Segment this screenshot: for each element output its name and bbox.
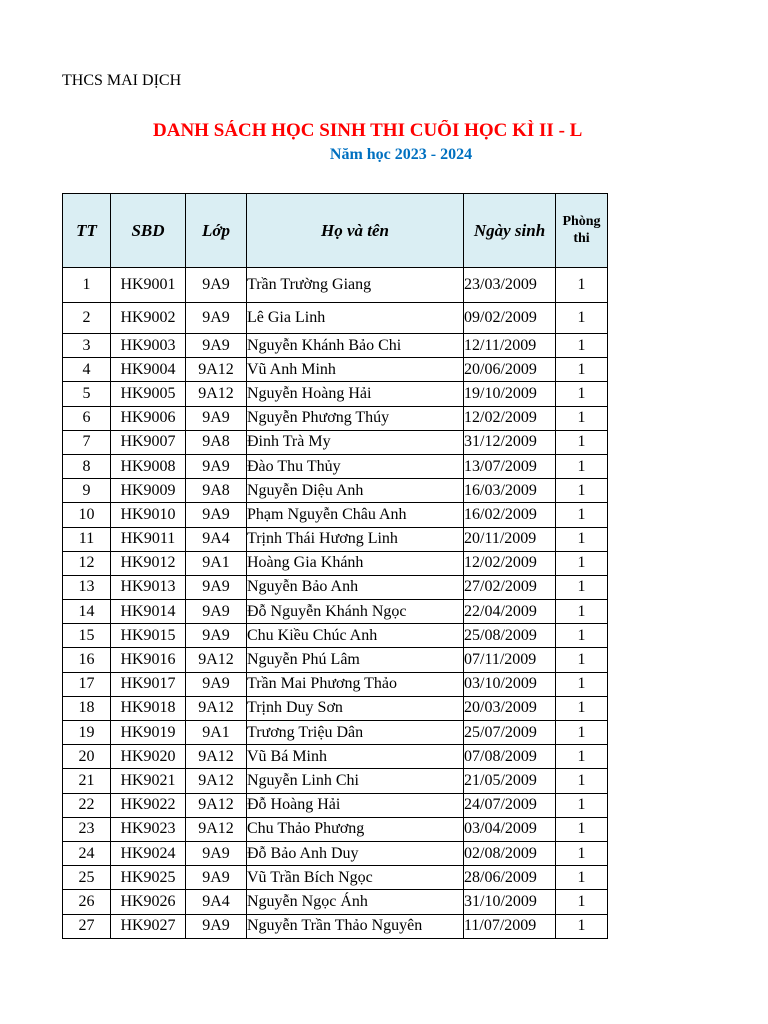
exam-room-cell: 1 (556, 696, 608, 720)
exam-id-cell: HK9021 (111, 769, 186, 793)
column-header-class: Lớp (186, 194, 247, 268)
student-name-cell: Chu Kiều Chúc Anh (247, 624, 464, 648)
row-number-cell: 22 (63, 793, 111, 817)
date-of-birth-cell: 11/07/2009 (464, 914, 556, 938)
date-of-birth-cell: 03/10/2009 (464, 672, 556, 696)
class-cell: 9A9 (186, 624, 247, 648)
row-number-cell: 9 (63, 479, 111, 503)
student-name-cell: Nguyễn Diệu Anh (247, 479, 464, 503)
student-name-cell: Vũ Trần Bích Ngọc (247, 866, 464, 890)
date-of-birth-cell: 03/04/2009 (464, 817, 556, 841)
exam-id-cell: HK9027 (111, 914, 186, 938)
student-name-cell: Nguyễn Ngọc Ánh (247, 890, 464, 914)
row-number-cell: 13 (63, 575, 111, 599)
exam-id-cell: HK9006 (111, 406, 186, 430)
student-name-cell: Hoàng Gia Khánh (247, 551, 464, 575)
table-row (63, 672, 608, 696)
exam-room-cell: 1 (556, 454, 608, 478)
student-name-cell: Đinh Trà My (247, 430, 464, 454)
row-number-cell: 18 (63, 696, 111, 720)
date-of-birth-cell: 20/11/2009 (464, 527, 556, 551)
student-name-cell: Nguyễn Khánh Bảo Chi (247, 334, 464, 358)
table-row (63, 527, 608, 551)
table-row (63, 914, 608, 938)
student-name-cell: Trương Triệu Dân (247, 721, 464, 745)
table-row (63, 575, 608, 599)
exam-id-cell: HK9020 (111, 745, 186, 769)
student-name-cell: Trịnh Thái Hương Linh (247, 527, 464, 551)
class-cell: 9A9 (186, 268, 247, 303)
class-cell: 9A12 (186, 358, 247, 382)
row-number-cell: 17 (63, 672, 111, 696)
table-row (63, 358, 608, 382)
student-name-cell: Nguyễn Hoàng Hải (247, 382, 464, 406)
row-number-cell: 4 (63, 358, 111, 382)
row-number-cell: 2 (63, 303, 111, 334)
class-cell: 9A9 (186, 672, 247, 696)
row-number-cell: 23 (63, 817, 111, 841)
exam-id-cell: HK9005 (111, 382, 186, 406)
student-name-cell: Trần Mai Phương Thảo (247, 672, 464, 696)
class-cell: 9A4 (186, 890, 247, 914)
date-of-birth-cell: 22/04/2009 (464, 600, 556, 624)
exam-room-cell: 1 (556, 890, 608, 914)
table-row (63, 551, 608, 575)
date-of-birth-cell: 07/11/2009 (464, 648, 556, 672)
date-of-birth-cell: 28/06/2009 (464, 866, 556, 890)
row-number-cell: 15 (63, 624, 111, 648)
table-row (63, 721, 608, 745)
student-name-cell: Vũ Bá Minh (247, 745, 464, 769)
class-cell: 9A9 (186, 575, 247, 599)
row-number-cell: 26 (63, 890, 111, 914)
exam-room-cell: 1 (556, 575, 608, 599)
class-cell: 9A9 (186, 914, 247, 938)
class-cell: 9A8 (186, 430, 247, 454)
row-number-cell: 24 (63, 841, 111, 865)
date-of-birth-cell: 13/07/2009 (464, 454, 556, 478)
exam-room-cell: 1 (556, 430, 608, 454)
student-name-cell: Trịnh Duy Sơn (247, 696, 464, 720)
row-number-cell: 27 (63, 914, 111, 938)
exam-id-cell: HK9010 (111, 503, 186, 527)
class-cell: 9A12 (186, 696, 247, 720)
date-of-birth-cell: 16/02/2009 (464, 503, 556, 527)
student-name-cell: Lê Gia Linh (247, 303, 464, 334)
table-row (63, 430, 608, 454)
table-row (63, 303, 608, 334)
exam-id-cell: HK9026 (111, 890, 186, 914)
row-number-cell: 14 (63, 600, 111, 624)
date-of-birth-cell: 07/08/2009 (464, 745, 556, 769)
exam-id-cell: HK9022 (111, 793, 186, 817)
exam-id-cell: HK9017 (111, 672, 186, 696)
date-of-birth-cell: 31/10/2009 (464, 890, 556, 914)
exam-room-cell: 1 (556, 745, 608, 769)
date-of-birth-cell: 12/11/2009 (464, 334, 556, 358)
table-row (63, 382, 608, 406)
table-row (63, 268, 608, 303)
exam-room-cell: 1 (556, 382, 608, 406)
exam-room-cell: 1 (556, 503, 608, 527)
exam-id-cell: HK9015 (111, 624, 186, 648)
date-of-birth-cell: 23/03/2009 (464, 268, 556, 303)
exam-room-cell: 1 (556, 406, 608, 430)
table-row (63, 600, 608, 624)
exam-room-cell: 1 (556, 866, 608, 890)
row-number-cell: 10 (63, 503, 111, 527)
class-cell: 9A12 (186, 793, 247, 817)
exam-room-cell: 1 (556, 527, 608, 551)
exam-id-cell: HK9003 (111, 334, 186, 358)
class-cell: 9A9 (186, 334, 247, 358)
class-cell: 9A8 (186, 479, 247, 503)
table-header-row (63, 194, 608, 268)
table-row (63, 890, 608, 914)
date-of-birth-cell: 09/02/2009 (464, 303, 556, 334)
class-cell: 9A9 (186, 406, 247, 430)
exam-room-cell: 1 (556, 600, 608, 624)
class-cell: 9A9 (186, 866, 247, 890)
class-cell: 9A12 (186, 769, 247, 793)
exam-id-cell: HK9025 (111, 866, 186, 890)
exam-id-cell: HK9016 (111, 648, 186, 672)
table-row (63, 841, 608, 865)
row-number-cell: 16 (63, 648, 111, 672)
row-number-cell: 5 (63, 382, 111, 406)
exam-id-cell: HK9013 (111, 575, 186, 599)
school-year: Năm học 2023 - 2024 (329, 146, 473, 163)
exam-room-cell: 1 (556, 721, 608, 745)
table-row (63, 454, 608, 478)
table-row (63, 334, 608, 358)
date-of-birth-cell: 24/07/2009 (464, 793, 556, 817)
table-body (63, 268, 608, 939)
school-name: THCS MAI DỊCH (62, 72, 182, 89)
class-cell: 9A4 (186, 527, 247, 551)
exam-room-cell: 1 (556, 841, 608, 865)
date-of-birth-cell: 12/02/2009 (464, 406, 556, 430)
exam-room-cell: 1 (556, 648, 608, 672)
exam-room-cell: 1 (556, 303, 608, 334)
class-cell: 9A9 (186, 303, 247, 334)
row-number-cell: 6 (63, 406, 111, 430)
table-row (63, 406, 608, 430)
row-number-cell: 19 (63, 721, 111, 745)
class-cell: 9A12 (186, 648, 247, 672)
date-of-birth-cell: 16/03/2009 (464, 479, 556, 503)
date-of-birth-cell: 12/02/2009 (464, 551, 556, 575)
column-header-name: Họ và tên (247, 194, 464, 268)
exam-id-cell: HK9023 (111, 817, 186, 841)
row-number-cell: 8 (63, 454, 111, 478)
table-row (63, 624, 608, 648)
student-name-cell: Trần Trường Giang (247, 268, 464, 303)
exam-room-cell: 1 (556, 672, 608, 696)
student-name-cell: Đỗ Nguyễn Khánh Ngọc (247, 600, 464, 624)
row-number-cell: 3 (63, 334, 111, 358)
table-row (63, 793, 608, 817)
table-row (63, 769, 608, 793)
exam-room-cell: 1 (556, 479, 608, 503)
table-row (63, 817, 608, 841)
student-name-cell: Nguyễn Bảo Anh (247, 575, 464, 599)
date-of-birth-cell: 31/12/2009 (464, 430, 556, 454)
student-name-cell: Đỗ Bảo Anh Duy (247, 841, 464, 865)
table-row (63, 866, 608, 890)
exam-room-cell: 1 (556, 551, 608, 575)
class-cell: 9A9 (186, 454, 247, 478)
exam-room-cell: 1 (556, 793, 608, 817)
exam-room-cell: 1 (556, 624, 608, 648)
class-cell: 9A9 (186, 600, 247, 624)
exam-room-cell: 1 (556, 358, 608, 382)
column-header-dob: Ngày sinh (464, 194, 556, 268)
exam-id-cell: HK9004 (111, 358, 186, 382)
class-cell: 9A9 (186, 841, 247, 865)
date-of-birth-cell: 02/08/2009 (464, 841, 556, 865)
date-of-birth-cell: 25/08/2009 (464, 624, 556, 648)
exam-room-cell: 1 (556, 334, 608, 358)
exam-id-cell: HK9009 (111, 479, 186, 503)
date-of-birth-cell: 27/02/2009 (464, 575, 556, 599)
exam-room-cell: 1 (556, 914, 608, 938)
class-cell: 9A12 (186, 817, 247, 841)
row-number-cell: 21 (63, 769, 111, 793)
class-cell: 9A12 (186, 745, 247, 769)
exam-id-cell: HK9019 (111, 721, 186, 745)
exam-id-cell: HK9008 (111, 454, 186, 478)
class-cell: 9A1 (186, 551, 247, 575)
exam-id-cell: HK9018 (111, 696, 186, 720)
date-of-birth-cell: 20/03/2009 (464, 696, 556, 720)
exam-room-cell: 1 (556, 268, 608, 303)
student-name-cell: Đào Thu Thủy (247, 454, 464, 478)
class-cell: 9A12 (186, 382, 247, 406)
student-name-cell: Nguyễn Phương Thúy (247, 406, 464, 430)
row-number-cell: 12 (63, 551, 111, 575)
exam-room-cell: 1 (556, 817, 608, 841)
row-number-cell: 20 (63, 745, 111, 769)
student-name-cell: Nguyễn Phú Lâm (247, 648, 464, 672)
student-name-cell: Đỗ Hoàng Hải (247, 793, 464, 817)
exam-id-cell: HK9011 (111, 527, 186, 551)
student-name-cell: Phạm Nguyễn Châu Anh (247, 503, 464, 527)
table-row (63, 648, 608, 672)
student-name-cell: Chu Thảo Phương (247, 817, 464, 841)
date-of-birth-cell: 19/10/2009 (464, 382, 556, 406)
table-row (63, 479, 608, 503)
table-row (63, 745, 608, 769)
row-number-cell: 11 (63, 527, 111, 551)
student-name-cell: Nguyễn Trần Thảo Nguyên (247, 914, 464, 938)
exam-id-cell: HK9007 (111, 430, 186, 454)
table-row (63, 696, 608, 720)
column-header-sbd: SBD (111, 194, 186, 268)
student-name-cell: Nguyễn Linh Chi (247, 769, 464, 793)
student-list-table (62, 193, 608, 939)
class-cell: 9A1 (186, 721, 247, 745)
row-number-cell: 7 (63, 430, 111, 454)
exam-id-cell: HK9014 (111, 600, 186, 624)
column-header-tt: TT (63, 194, 111, 268)
row-number-cell: 1 (63, 268, 111, 303)
column-header-room: Phòng thi (556, 194, 608, 268)
document-title: DANH SÁCH HỌC SINH THI CUỐI HỌC KÌ II - L (153, 120, 583, 141)
date-of-birth-cell: 20/06/2009 (464, 358, 556, 382)
exam-id-cell: HK9001 (111, 268, 186, 303)
date-of-birth-cell: 25/07/2009 (464, 721, 556, 745)
row-number-cell: 25 (63, 866, 111, 890)
exam-id-cell: HK9002 (111, 303, 186, 334)
class-cell: 9A9 (186, 503, 247, 527)
exam-room-cell: 1 (556, 769, 608, 793)
date-of-birth-cell: 21/05/2009 (464, 769, 556, 793)
table-row (63, 503, 608, 527)
exam-id-cell: HK9012 (111, 551, 186, 575)
student-name-cell: Vũ Anh Minh (247, 358, 464, 382)
exam-id-cell: HK9024 (111, 841, 186, 865)
